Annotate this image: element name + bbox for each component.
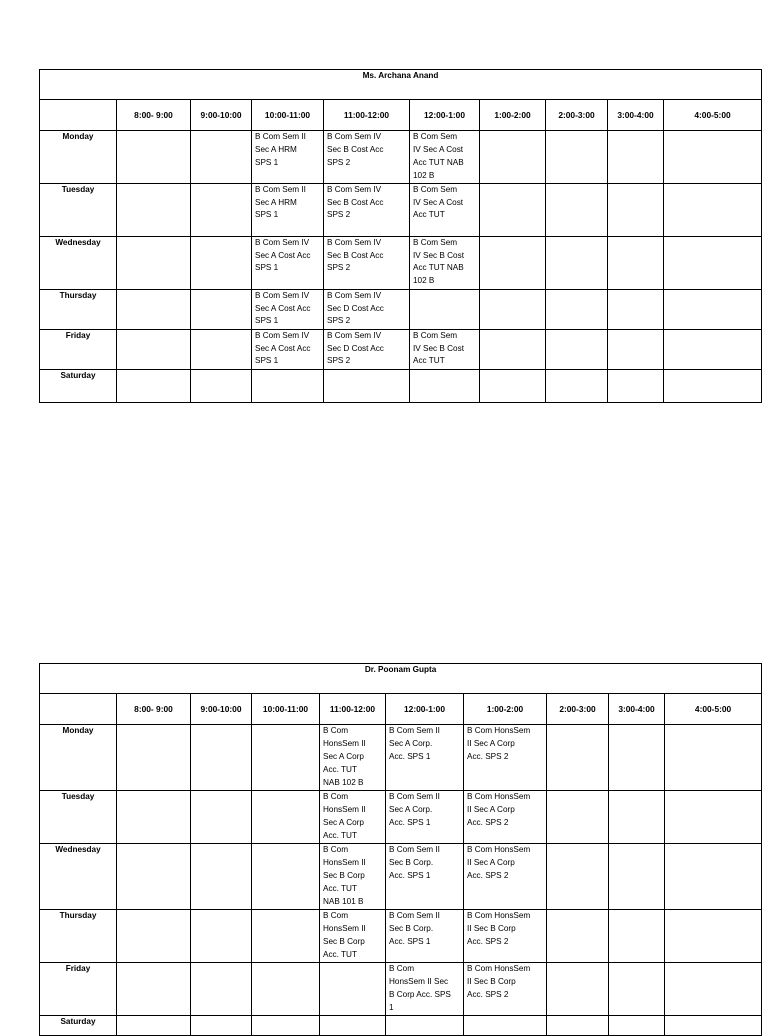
corner-cell: [40, 100, 117, 131]
class-cell: [608, 289, 664, 329]
class-cell: [664, 183, 762, 236]
day-row: [40, 131, 762, 184]
time-header-row: [40, 100, 762, 131]
class-cell: [480, 289, 546, 329]
corner-cell: [40, 694, 117, 725]
class-cell: [191, 1016, 252, 1036]
time-slot-header: 4:00-5:00: [665, 694, 762, 725]
time-slot-header: 12:00-1:00: [386, 694, 464, 725]
class-cell: [320, 963, 386, 1016]
timetable-poonam-gupta: [39, 663, 762, 1036]
class-cell: [665, 1016, 762, 1036]
time-slot-header: 2:00-3:00: [546, 100, 608, 131]
class-cell: [546, 329, 608, 369]
class-cell: [608, 236, 664, 289]
class-cell: B Com Sem IV Sec B Cost Acc SPS 2: [324, 131, 410, 184]
class-cell: [664, 131, 762, 184]
class-cell: [191, 183, 252, 236]
class-cell: [480, 329, 546, 369]
day-row: [40, 725, 762, 791]
class-cell: [547, 791, 609, 844]
time-slot-header: 9:00-10:00: [191, 100, 252, 131]
time-slot-header: 8:00- 9:00: [117, 694, 191, 725]
class-cell: B Com HonsSem II Sec B Corp Acc. SPS 2: [464, 910, 547, 963]
class-cell: [547, 963, 609, 1016]
day-label: Thursday: [40, 289, 117, 329]
class-cell: [546, 289, 608, 329]
class-cell: B Com Sem IV Sec A Cost Acc SPS 1: [252, 289, 324, 329]
class-cell: [547, 1016, 609, 1036]
day-row: [40, 791, 762, 844]
day-label: Saturday: [40, 369, 117, 402]
time-slot-header: 10:00-11:00: [252, 694, 320, 725]
class-cell: [608, 369, 664, 402]
class-cell: [117, 1016, 191, 1036]
class-cell: [252, 910, 320, 963]
class-cell: [609, 725, 665, 791]
class-cell: [252, 963, 320, 1016]
class-cell: [665, 844, 762, 910]
class-cell: B Com Sem IV Sec B Cost Acc SPS 2: [324, 236, 410, 289]
title-row: [40, 664, 762, 694]
time-slot-header: 11:00-12:00: [320, 694, 386, 725]
class-cell: B Com Sem II Sec A Corp. Acc. SPS 1: [386, 725, 464, 791]
class-cell: [608, 183, 664, 236]
time-slot-header: 4:00-5:00: [664, 100, 762, 131]
day-label: Wednesday: [40, 236, 117, 289]
class-cell: [117, 791, 191, 844]
day-row: [40, 910, 762, 963]
class-cell: [191, 236, 252, 289]
class-cell: [664, 289, 762, 329]
class-cell: [117, 910, 191, 963]
class-cell: B Com Sem II Sec A Corp. Acc. SPS 1: [386, 791, 464, 844]
class-cell: B Com Sem IV Sec B Cost Acc TUT NAB 102 B: [410, 236, 480, 289]
class-cell: [608, 131, 664, 184]
class-cell: [252, 369, 324, 402]
class-cell: [480, 131, 546, 184]
title-row: [40, 70, 762, 100]
class-cell: [117, 725, 191, 791]
class-cell: B Com HonsSem II Sec B Corp Acc. TUT: [320, 910, 386, 963]
class-cell: [117, 369, 191, 402]
class-cell: [480, 236, 546, 289]
teacher-name: Dr. Poonam Gupta: [40, 664, 762, 694]
class-cell: [252, 725, 320, 791]
class-cell: [664, 236, 762, 289]
class-cell: [665, 910, 762, 963]
time-slot-header: 8:00- 9:00: [117, 100, 191, 131]
class-cell: B Com Sem IV Sec A Cost Acc TUT: [410, 183, 480, 236]
class-cell: [191, 791, 252, 844]
class-cell: [117, 183, 191, 236]
class-cell: [464, 1016, 547, 1036]
class-cell: [320, 1016, 386, 1036]
class-cell: [609, 910, 665, 963]
day-label: Friday: [40, 963, 117, 1016]
class-cell: B Com HonsSem II Sec A Corp Acc. TUT NAB 102 B: [320, 725, 386, 791]
class-cell: [117, 844, 191, 910]
class-cell: B Com HonsSem II Sec A Corp Acc. SPS 2: [464, 791, 547, 844]
time-slot-header: 3:00-4:00: [608, 100, 664, 131]
class-cell: B Com Sem IV Sec D Cost Acc SPS 2: [324, 289, 410, 329]
class-cell: [252, 844, 320, 910]
time-slot-header: 11:00-12:00: [324, 100, 410, 131]
class-cell: B Com Sem II Sec B Corp. Acc. SPS 1: [386, 910, 464, 963]
day-label: Tuesday: [40, 183, 117, 236]
timetable-archana-anand: [39, 69, 762, 403]
time-slot-header: 12:00-1:00: [410, 100, 480, 131]
class-cell: [252, 791, 320, 844]
class-cell: B Com Sem IV Sec A Cost Acc SPS 1: [252, 236, 324, 289]
class-cell: [191, 329, 252, 369]
class-cell: B Com Sem II Sec B Corp. Acc. SPS 1: [386, 844, 464, 910]
class-cell: [410, 289, 480, 329]
class-cell: B Com Sem IV Sec B Cost Acc SPS 2: [324, 183, 410, 236]
class-cell: [609, 844, 665, 910]
class-cell: [410, 369, 480, 402]
class-cell: [117, 289, 191, 329]
time-slot-header: 9:00-10:00: [191, 694, 252, 725]
class-cell: [547, 844, 609, 910]
class-cell: [191, 844, 252, 910]
class-cell: [609, 963, 665, 1016]
time-slot-header: 3:00-4:00: [609, 694, 665, 725]
class-cell: B Com Sem IV Sec B Cost Acc TUT: [410, 329, 480, 369]
class-cell: [546, 236, 608, 289]
class-cell: B Com HonsSem II Sec B Corp Acc. SPS 1: [386, 963, 464, 1016]
class-cell: [480, 183, 546, 236]
class-cell: B Com Sem IV Sec A Cost Acc TUT NAB 102 B: [410, 131, 480, 184]
day-label: Saturday: [40, 1016, 117, 1036]
class-cell: [609, 791, 665, 844]
time-header-row: [40, 694, 762, 725]
day-label: Friday: [40, 329, 117, 369]
day-row: [40, 183, 762, 236]
day-label: Monday: [40, 131, 117, 184]
class-cell: [609, 1016, 665, 1036]
day-label: Thursday: [40, 910, 117, 963]
time-slot-header: 1:00-2:00: [464, 694, 547, 725]
class-cell: [117, 131, 191, 184]
class-cell: [665, 791, 762, 844]
class-cell: [324, 369, 410, 402]
day-row: [40, 329, 762, 369]
class-cell: [117, 963, 191, 1016]
class-cell: B Com HonsSem II Sec A Corp Acc. TUT: [320, 791, 386, 844]
class-cell: [117, 329, 191, 369]
time-slot-header: 10:00-11:00: [252, 100, 324, 131]
day-row: [40, 369, 762, 402]
class-cell: [252, 1016, 320, 1036]
class-cell: B Com HonsSem II Sec A Corp Acc. SPS 2: [464, 725, 547, 791]
class-cell: B Com HonsSem II Sec A Corp Acc. SPS 2: [464, 844, 547, 910]
class-cell: [546, 369, 608, 402]
class-cell: B Com Sem II Sec A HRM SPS 1: [252, 183, 324, 236]
class-cell: [665, 963, 762, 1016]
day-label: Monday: [40, 725, 117, 791]
class-cell: B Com Sem IV Sec D Cost Acc SPS 2: [324, 329, 410, 369]
class-cell: [191, 289, 252, 329]
class-cell: [191, 725, 252, 791]
class-cell: B Com HonsSem II Sec B Corp Acc. SPS 2: [464, 963, 547, 1016]
class-cell: [480, 369, 546, 402]
class-cell: [547, 910, 609, 963]
class-cell: [191, 910, 252, 963]
class-cell: [117, 236, 191, 289]
class-cell: [546, 131, 608, 184]
teacher-name: Ms. Archana Anand: [40, 70, 762, 100]
class-cell: [608, 329, 664, 369]
day-row: [40, 963, 762, 1016]
day-label: Wednesday: [40, 844, 117, 910]
class-cell: [386, 1016, 464, 1036]
class-cell: B Com Sem IV Sec A Cost Acc SPS 1: [252, 329, 324, 369]
class-cell: B Com Sem II Sec A HRM SPS 1: [252, 131, 324, 184]
class-cell: [547, 725, 609, 791]
class-cell: [191, 963, 252, 1016]
day-label: Tuesday: [40, 791, 117, 844]
time-slot-header: 2:00-3:00: [547, 694, 609, 725]
class-cell: [546, 183, 608, 236]
day-row: [40, 1016, 762, 1036]
class-cell: B Com HonsSem II Sec B Corp Acc. TUT NAB 101 B: [320, 844, 386, 910]
class-cell: [191, 131, 252, 184]
day-row: [40, 236, 762, 289]
day-row: [40, 844, 762, 910]
class-cell: [664, 329, 762, 369]
class-cell: [191, 369, 252, 402]
time-slot-header: 1:00-2:00: [480, 100, 546, 131]
day-row: [40, 289, 762, 329]
class-cell: [664, 369, 762, 402]
class-cell: [665, 725, 762, 791]
